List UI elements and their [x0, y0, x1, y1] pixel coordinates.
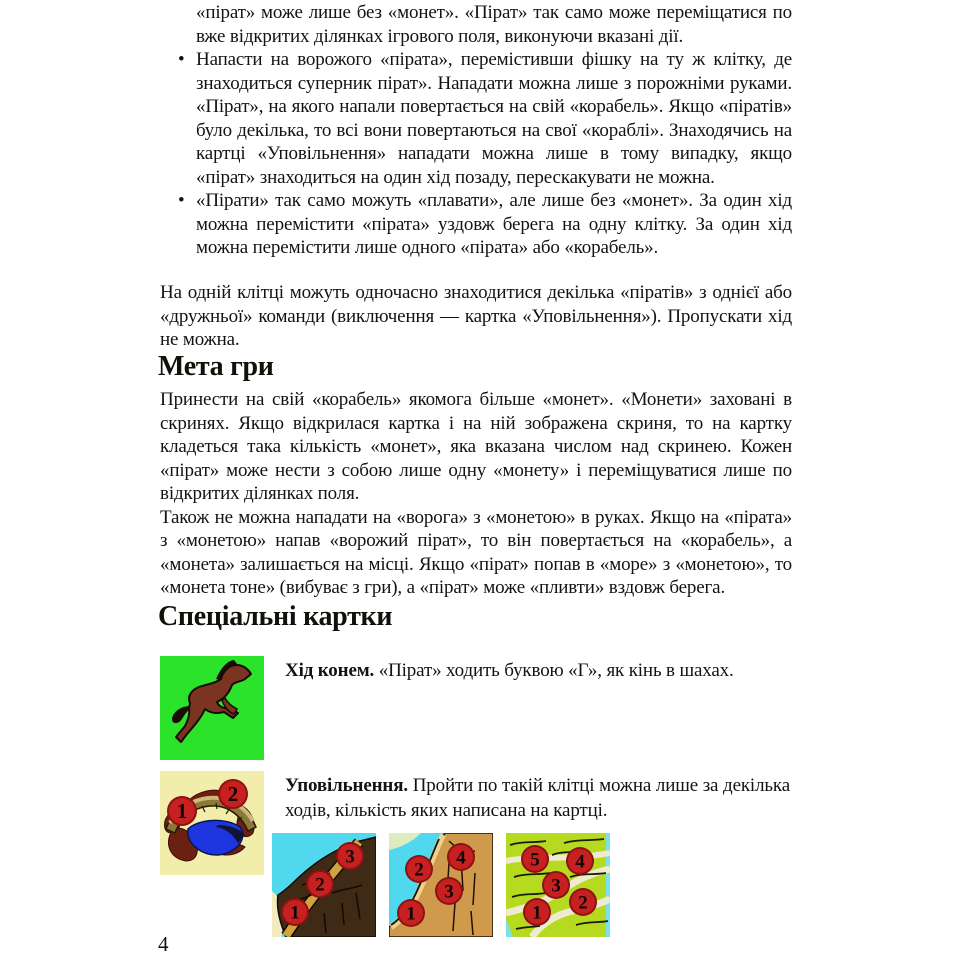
bridge-card-image: [160, 771, 264, 875]
token-2: [218, 779, 248, 809]
token-5: [521, 845, 549, 873]
token-4: [447, 843, 475, 871]
sand-cliff-card-image: [389, 833, 493, 937]
token-2: [569, 888, 597, 916]
card-text: Пройти по такій клітці можна лише за декілька ходів, кількість яких написана на картці.: [285, 775, 790, 821]
heading-special-cards: Спеціальні картки: [158, 601, 393, 632]
svg-text:1: 1: [176, 799, 188, 823]
card-title: Уповільнення.: [285, 775, 408, 796]
heading-goal: Мета гри: [158, 351, 274, 382]
intro-rules-list: [160, 1, 792, 260]
svg-text:3: 3: [444, 881, 454, 903]
bullet-dot: •: [178, 49, 185, 70]
svg-text:1: 1: [290, 902, 300, 924]
token-4: [566, 847, 594, 875]
token-1: [523, 898, 551, 926]
svg-text:2: 2: [578, 892, 588, 914]
slowdown-description: [285, 771, 790, 823]
bullet-item-text: «Пірати» так само можуть «плавати», але лише без «монет». За один хід можна перемістити «пірата» уздовж берега на одну клітку. За один хід можна перемістити лише одного «пірата» або «корабель».: [196, 190, 792, 258]
token-3: [542, 871, 570, 899]
svg-text:2: 2: [227, 782, 239, 806]
svg-text:4: 4: [456, 847, 466, 869]
card-text: «Пірат» ходить буквою «Г», як кінь в шахах.: [378, 660, 734, 681]
slowdown-example-cards: [272, 833, 610, 937]
svg-text:3: 3: [551, 875, 561, 897]
page-number: 4: [158, 932, 169, 956]
goal-paragraph-2: Також не можна нападати на «ворога» з «монетою» в руках. Якщо на «пірата» з «монетою» напав «ворожий пірат», то він повертається на «корабель», а «монета» залишається на місці. Якщо «пірат» попав в «море» з «монетою», то «монета тоне» (вибуває з гри), а «пірат» може «пливти» вздовж берега.: [160, 506, 792, 598]
token-1: [397, 899, 425, 927]
knight-move-description: [285, 656, 790, 683]
svg-text:1: 1: [532, 902, 542, 924]
bullet-continuation-text: «пірат» може лише без «монет». «Пірат» так само може переміщатися по вже відкритих ділянках ігрового поля, виконуючи вказані дії.: [196, 2, 792, 47]
goal-paragraph-1: Принести на свій «корабель» якомога більше «монет». «Монети» заховані в скринях. Якщо відкрилася картка і на ній зображена скриня, то на картку кладеться така кількість «монет», яка вказана числом над скринею. Кожен «пірат» може нести з собою лише одну «монету» і переміщуватися лише по відкритих ділянках поля.: [160, 389, 792, 504]
svg-text:2: 2: [414, 859, 424, 881]
bullet-item-text: Напасти на ворожого «пірата», перемістивши фішку на ту ж клітку, де знаходиться суперник пірат». Нападати можна лише з порожніми руками. «Пірат», на якого напали повертається на свій «корабель». Якщо «піратів» було декілька, то всі вони повертаються на свої «кораблі». Знаходячись на картці «Уповільнення» нападати можна лише в тому випадку, якщо «пірат» знаходиться на один хід позаду, перескакувати не можна.: [196, 49, 792, 188]
token-3: [435, 877, 463, 905]
grass-field-card-image: [506, 833, 610, 937]
paragraph-same-cell-rule: На одній клітці можуть одночасно знаходитися декілька «піратів» з однієї або «дружньої» команди (виключення — картка «Уповільнення»). Пропускати хід не можна.: [160, 282, 792, 350]
horse-card-image: [160, 656, 264, 760]
goal-paragraphs: [160, 388, 792, 600]
svg-text:5: 5: [530, 849, 540, 871]
card-title: Хід конем.: [285, 660, 375, 681]
token-1: [167, 796, 197, 826]
bullet-dot: •: [178, 190, 185, 211]
bullet-item-attack: [160, 48, 792, 189]
bullet-item-swim: [160, 189, 792, 260]
token-3: [336, 842, 364, 870]
token-2: [306, 870, 334, 898]
token-1: [281, 898, 309, 926]
svg-text:1: 1: [406, 903, 416, 925]
svg-text:3: 3: [345, 846, 355, 868]
svg-text:4: 4: [575, 851, 585, 873]
token-2: [405, 855, 433, 883]
knight-move-row: [160, 656, 792, 760]
svg-text:2: 2: [315, 874, 325, 896]
dark-cliff-card-image: [272, 833, 376, 937]
